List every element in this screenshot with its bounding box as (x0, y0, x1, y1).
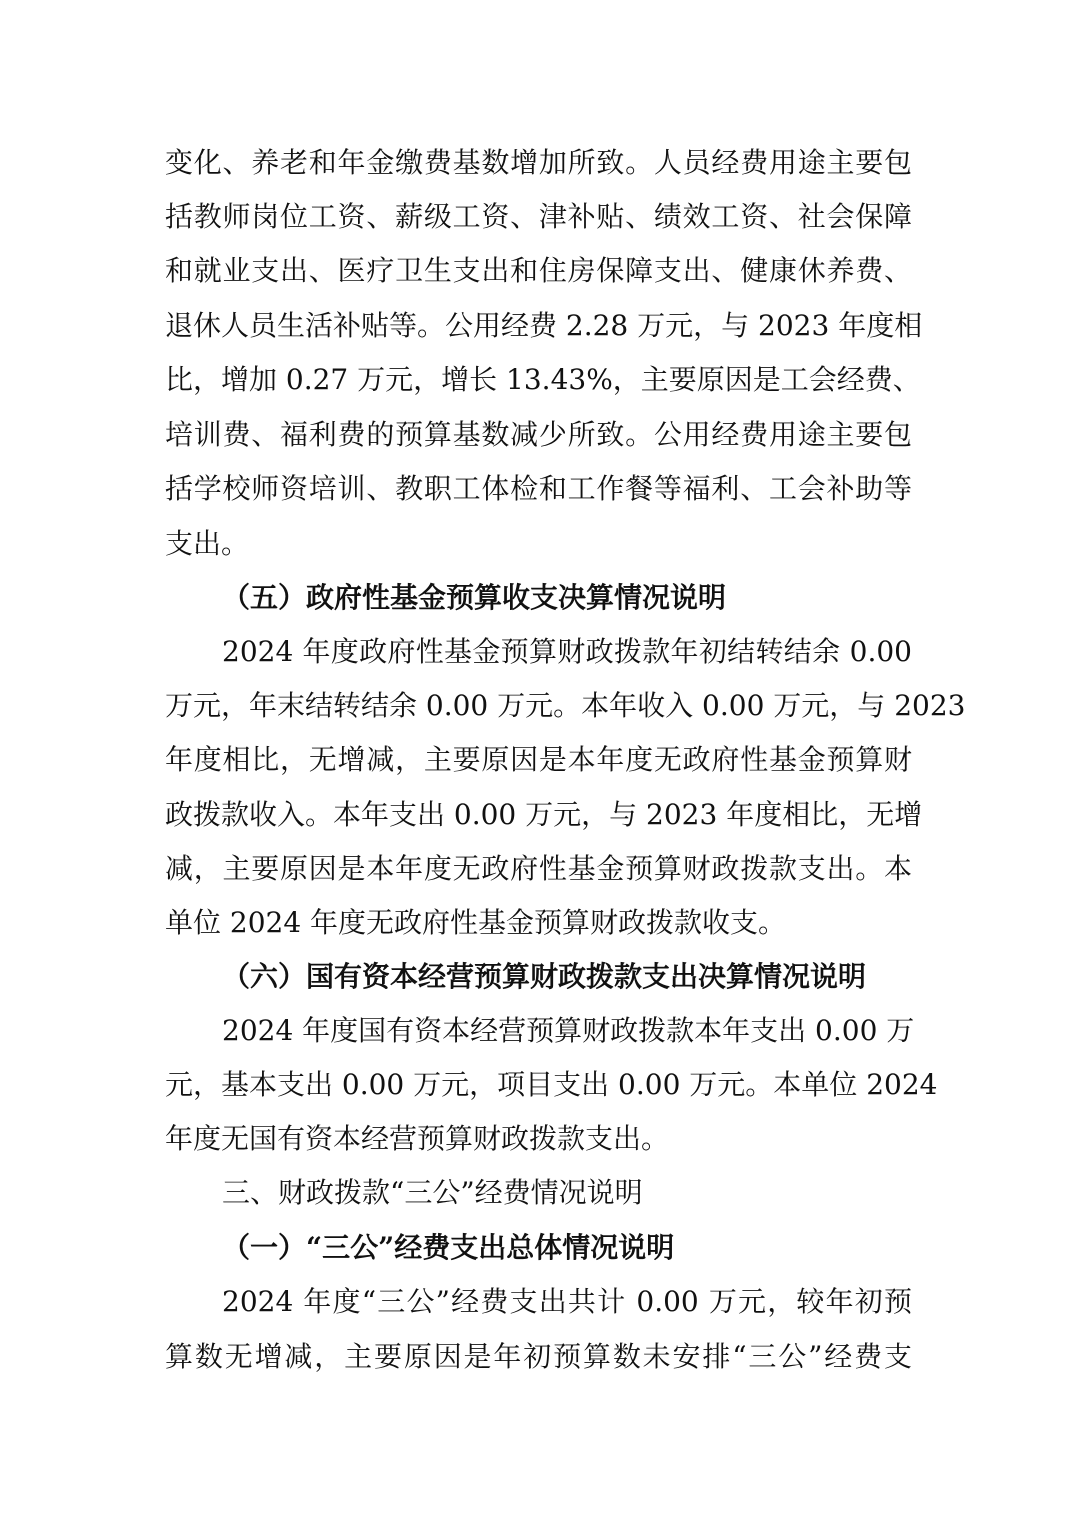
body-line: 2024 年度政府性基金预算财政拨款年初结转结余 0.00 (222, 635, 912, 668)
body-line: 括教师岗位工资、薪级工资、津补贴、绩效工资、社会保障 (165, 200, 912, 233)
body-line: 培训费、福利费的预算基数减少所致。公用经费用途主要包 (165, 418, 912, 451)
chapter-heading-3: 三、财政拨款“三公”经费情况说明 (222, 1176, 643, 1209)
section-heading-6: （六）国有资本经营预算财政拨款支出决算情况说明 (222, 960, 867, 993)
body-line: 括学校师资培训、教职工体检和工作餐等福利、工会补助等 (165, 472, 912, 505)
body-line: 变化、养老和年金缴费基数增加所致。人员经费用途主要包 (165, 146, 912, 179)
body-line: 2024 年度“三公”经费支出共计 0.00 万元，较年初预 (222, 1285, 912, 1318)
body-line: 支出。 (165, 527, 250, 560)
body-line: 减，主要原因是本年度无政府性基金预算财政拨款支出。本 (165, 852, 912, 885)
body-line: 退休人员生活补贴等。公用经费 2.28 万元，与 2023 年度相 (165, 309, 923, 342)
body-line: 比，增加 0.27 万元，增长 13.43%，主要原因是工会经费、 (165, 363, 921, 396)
body-line: 2024 年度国有资本经营预算财政拨款本年支出 0.00 万 (222, 1014, 915, 1047)
body-line: 万元，年末结转结余 0.00 万元。本年收入 0.00 万元，与 2023 (165, 689, 966, 722)
section-heading-5: （五）政府性基金预算收支决算情况说明 (222, 581, 727, 614)
body-line: 年度相比，无增减，主要原因是本年度无政府性基金预算财 (165, 743, 912, 776)
body-line: 单位 2024 年度无政府性基金预算财政拨款收支。 (165, 906, 787, 939)
body-line: 元，基本支出 0.00 万元，项目支出 0.00 万元。本单位 2024 (165, 1068, 938, 1101)
body-line: 年度无国有资本经营预算财政拨款支出。 (165, 1122, 670, 1155)
section-heading-3-1: （一）“三公”经费支出总体情况说明 (222, 1231, 675, 1264)
body-line: 政拨款收入。本年支出 0.00 万元，与 2023 年度相比，无增 (165, 798, 923, 831)
body-line: 和就业支出、医疗卫生支出和住房保障支出、健康休养费、 (165, 254, 912, 287)
body-line: 算数无增减，主要原因是年初预算数未安排“三公”经费支 (165, 1340, 912, 1373)
